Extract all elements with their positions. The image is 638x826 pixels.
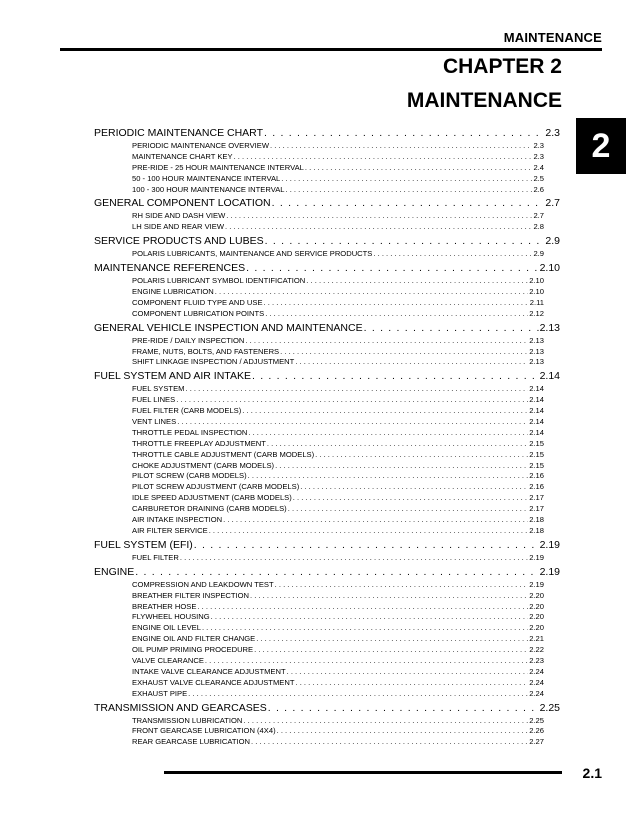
toc-section-entry[interactable] (94, 320, 560, 336)
toc-entry-page: 2.10 (539, 262, 560, 275)
toc-section-entry[interactable] (94, 564, 560, 580)
toc-entry-title: TRANSMISSION LUBRICATION (132, 715, 243, 725)
toc-subsection-entry[interactable] (94, 515, 544, 526)
toc-entry-title: AIR INTAKE INSPECTION (132, 515, 223, 525)
toc-subsection-entry[interactable] (94, 471, 544, 482)
toc-dot-leader (223, 515, 528, 526)
header-rule (60, 48, 602, 51)
toc-subsection-entry[interactable] (94, 152, 544, 163)
toc-entry-title: REAR GEARCASE LUBRICATION (132, 737, 251, 747)
toc-entry-title: FUEL FILTER (132, 552, 179, 562)
toc-entry-page: 2.20 (529, 612, 544, 622)
toc-entry-page: 2.14 (529, 406, 544, 416)
toc-dot-leader (225, 222, 532, 233)
toc-entry-title: CARBURETOR DRAINING (CARB MODELS) (132, 504, 287, 514)
toc-entry-title: INTAKE VALVE CLEARANCE ADJUSTMENT (132, 666, 286, 676)
toc-entry-title: ENGINE OIL AND FILTER CHANGE (132, 634, 256, 644)
toc-dot-leader (248, 471, 529, 482)
toc-entry-page: 2.17 (529, 493, 544, 503)
toc-dot-leader (306, 276, 528, 287)
toc-entry-title: 100 - 300 HOUR MAINTENANCE INTERVAL (132, 184, 285, 194)
toc-subsection-entry[interactable] (94, 249, 544, 260)
toc-dot-leader (305, 163, 533, 174)
toc-entry-page: 2.16 (529, 471, 544, 481)
toc-entry-title: POLARIS LUBRICANT SYMBOL IDENTIFICATION (132, 276, 306, 286)
toc-dot-leader (254, 645, 528, 656)
toc-dot-leader (135, 564, 538, 580)
toc-dot-leader (265, 309, 528, 320)
toc-subsection-entry[interactable] (94, 612, 544, 623)
toc-entry-page: 2.13 (529, 346, 544, 356)
toc-entry-page: 2.21 (529, 634, 544, 644)
toc-dot-leader (293, 493, 528, 504)
toc-subsection-entry[interactable] (94, 526, 544, 537)
toc-entry-page: 2.26 (529, 726, 544, 736)
toc-dot-leader (270, 141, 532, 152)
toc-entry-page: 2.25 (539, 701, 560, 714)
toc-entry-page: 2.20 (529, 590, 544, 600)
chapter-tab (576, 118, 626, 174)
toc-dot-leader (209, 526, 529, 537)
toc-entry-page: 2.7 (533, 211, 544, 221)
toc-dot-leader (287, 667, 529, 678)
toc-dot-leader (295, 357, 528, 368)
toc-entry-page: 2.10 (529, 287, 544, 297)
toc-dot-leader (275, 580, 529, 591)
toc-dot-leader (295, 678, 528, 689)
toc-entry-title: TRANSMISSION AND GEARCASES (94, 701, 267, 714)
toc-subsection-entry[interactable] (94, 211, 544, 222)
toc-subsection-entry[interactable] (94, 678, 544, 689)
toc-dot-leader (246, 260, 538, 276)
toc-entry-title: 50 - 100 HOUR MAINTENANCE INTERVAL (132, 173, 281, 183)
toc-entry-page: 2.22 (529, 645, 544, 655)
toc-subsection-entry[interactable] (94, 634, 544, 645)
toc-subsection-entry[interactable] (94, 716, 544, 727)
toc-entry-page: 2.13 (529, 335, 544, 345)
toc-entry-page: 2.19 (539, 538, 560, 551)
footer-rule (164, 771, 562, 774)
toc-entry-page: 2.18 (529, 525, 544, 535)
toc-dot-leader (197, 602, 528, 613)
toc-dot-leader (364, 320, 539, 336)
toc-entry-title: FRAME, NUTS, BOLTS, AND FASTENERS (132, 346, 280, 356)
toc-dot-leader (281, 174, 532, 185)
toc-entry-page: 2.3 (533, 141, 544, 150)
toc-subsection-entry[interactable] (94, 602, 544, 613)
toc-dot-leader (288, 504, 529, 515)
toc-subsection-entry[interactable] (94, 357, 544, 368)
toc-dot-leader (280, 347, 528, 358)
toc-entry-page: 2.16 (529, 482, 544, 492)
toc-entry-title: FUEL FILTER (CARB MODELS) (132, 406, 242, 416)
toc-entry-page: 2.23 (529, 655, 544, 665)
toc-subsection-entry[interactable] (94, 504, 544, 515)
toc-dot-leader (177, 417, 528, 428)
toc-entry-page: 2.11 (529, 297, 544, 307)
toc-dot-leader (373, 249, 532, 260)
toc-entry-page: 2.6 (533, 184, 544, 194)
toc-subsection-entry[interactable] (94, 591, 544, 602)
toc-entry-title: ENGINE LUBRICATION (132, 287, 214, 297)
chapter-subtitle: MAINTENANCE (406, 89, 562, 112)
toc-subsection-entry[interactable] (94, 309, 544, 320)
toc-entry-title: GENERAL COMPONENT LOCATION (94, 197, 271, 210)
toc-entry-title: ENGINE OIL LEVEL (132, 623, 201, 633)
toc-dot-leader (250, 591, 528, 602)
toc-entry-page: 2.3 (545, 127, 560, 139)
toc-dot-leader (315, 450, 528, 461)
toc-entry-page: 2.20 (529, 623, 544, 633)
toc-entry-page: 2.18 (529, 515, 544, 525)
toc-subsection-entry[interactable] (94, 493, 544, 504)
toc-dot-leader (211, 612, 529, 623)
toc-dot-leader (264, 298, 529, 309)
toc-entry-title: GENERAL VEHICLE INSPECTION AND MAINTENANCE (94, 321, 363, 334)
toc-entry-page: 2.5 (533, 173, 544, 183)
toc-subsection-entry[interactable] (94, 667, 544, 678)
toc-entry-title: SERVICE PRODUCTS AND LUBES (94, 235, 264, 248)
toc-entry-page: 2.9 (545, 235, 560, 248)
toc-dot-leader (300, 482, 528, 493)
toc-subsection-entry[interactable] (94, 656, 544, 667)
toc-entry-page: 2.19 (529, 552, 544, 562)
toc-entry-title: MAINTENANCE REFERENCES (94, 262, 246, 275)
toc-dot-leader (226, 211, 532, 222)
toc-subsection-entry[interactable] (94, 439, 544, 450)
toc-entry-title: RH SIDE AND DASH VIEW (132, 211, 226, 221)
toc-section-entry[interactable] (94, 195, 560, 211)
toc-entry-title: FUEL SYSTEM (EFI) (94, 538, 193, 551)
toc-entry-title: CHOKE ADJUSTMENT (CARB MODELS) (132, 460, 275, 470)
toc-entry-title: THROTTLE FREEPLAY ADJUSTMENT (132, 438, 266, 448)
toc-subsection-entry[interactable] (94, 450, 544, 461)
toc-dot-leader (272, 195, 545, 211)
toc-subsection-entry[interactable] (94, 406, 544, 417)
toc-entry-page: 2.10 (529, 276, 544, 286)
toc-section-entry[interactable] (94, 537, 560, 553)
toc-entry-page: 2.14 (529, 417, 544, 427)
toc-section-entry[interactable] (94, 233, 560, 249)
toc-entry-title: FLYWHEEL HOUSING (132, 612, 210, 622)
toc-dot-leader (194, 537, 539, 553)
toc-entry-title: AIR FILTER SERVICE (132, 525, 208, 535)
toc-subsection-entry[interactable] (94, 298, 544, 309)
toc-subsection-entry[interactable] (94, 553, 544, 564)
toc-entry-page: 2.13 (539, 321, 560, 334)
toc-entry-page: 2.25 (529, 715, 544, 725)
toc-entry-page: 2.14 (529, 395, 544, 405)
toc-entry-page: 2.15 (529, 438, 544, 448)
toc-dot-leader (256, 634, 528, 645)
toc-entry-page: 2.27 (529, 737, 544, 747)
toc-entry-page: 2.20 (529, 601, 544, 611)
toc-entry-page: 2.24 (529, 677, 544, 687)
toc-entry-page: 2.13 (529, 357, 544, 367)
toc-entry-page: 2.3 (533, 151, 544, 161)
toc-entry-page: 2.14 (529, 427, 544, 437)
toc-subsection-entry[interactable] (94, 482, 544, 493)
toc-section-entry[interactable] (94, 260, 560, 276)
chapter-tab-number: 2 (591, 126, 611, 165)
toc-dot-leader (252, 368, 539, 384)
toc-entry-page: 2.8 (533, 222, 544, 232)
toc-entry-page: 2.4 (533, 162, 544, 172)
toc-entry-title: POLARIS LUBRICANTS, MAINTENANCE AND SERVICE PRODUCTS (132, 249, 373, 259)
toc-dot-leader (234, 152, 533, 163)
toc-subsection-entry[interactable] (94, 287, 544, 298)
toc-entry-page: 2.19 (539, 565, 560, 578)
toc-entry-page: 2.9 (533, 249, 544, 259)
toc-dot-leader (180, 553, 528, 564)
toc-entry-title: COMPRESSION AND LEAKDOWN TEST (132, 579, 274, 589)
toc-entry-title: PRE-RIDE - 25 HOUR MAINTENANCE INTERVAL (132, 162, 304, 172)
toc-section-entry[interactable] (94, 700, 560, 716)
toc-section-entry[interactable] (94, 368, 560, 384)
toc-dot-leader (176, 395, 528, 406)
toc-entry-page: 2.7 (545, 197, 560, 210)
toc-section-entry[interactable] (94, 125, 560, 141)
running-header: MAINTENANCE (503, 30, 602, 45)
toc-subsection-entry[interactable] (94, 395, 544, 406)
toc-dot-leader (277, 726, 529, 737)
toc-entry-page: 2.19 (529, 579, 544, 589)
toc-entry-title: VENT LINES (132, 417, 177, 427)
toc-entry-title: PILOT SCREW (CARB MODELS) (132, 471, 247, 481)
toc-entry-page: 2.15 (529, 460, 544, 470)
toc-entry-title: LH SIDE AND REAR VIEW (132, 222, 224, 232)
toc-dot-leader (185, 384, 528, 395)
toc-subsection-entry[interactable] (94, 185, 544, 196)
toc-subsection-entry[interactable] (94, 417, 544, 428)
toc-entry-page: 2.24 (529, 688, 544, 698)
toc-entry-title: PRE-RIDE / DAILY INSPECTION (132, 335, 245, 345)
toc-entry-title: EXHAUST VALVE CLEARANCE ADJUSTMENT (132, 677, 295, 687)
toc-dot-leader (188, 689, 528, 700)
toc-entry-title: FUEL SYSTEM (132, 384, 185, 394)
toc-subsection-entry[interactable] (94, 384, 544, 395)
toc-entry-title: BREATHER HOSE (132, 601, 197, 611)
toc-dot-leader (205, 656, 528, 667)
toc-entry-title: COMPONENT LUBRICATION POINTS (132, 308, 265, 318)
toc-subsection-entry[interactable] (94, 645, 544, 656)
toc-entry-page: 2.24 (529, 666, 544, 676)
toc-entry-title: COMPONENT FLUID TYPE AND USE (132, 297, 263, 307)
toc-dot-leader (215, 287, 529, 298)
toc-entry-title: OIL PUMP PRIMING PROCEDURE (132, 645, 254, 655)
toc-subsection-entry[interactable] (94, 163, 544, 174)
toc-entry-title: EXHAUST PIPE (132, 688, 188, 698)
toc-dot-leader (243, 716, 528, 727)
toc-dot-leader (245, 336, 528, 347)
toc-subsection-entry[interactable] (94, 461, 544, 472)
toc-entry-title: IDLE SPEED ADJUSTMENT (CARB MODELS) (132, 493, 292, 503)
toc-dot-leader (275, 461, 528, 472)
toc-entry-page: 2.12 (529, 308, 544, 318)
toc-subsection-entry[interactable] (94, 276, 544, 287)
toc-subsection-entry[interactable] (94, 222, 544, 233)
toc-subsection-entry[interactable] (94, 580, 544, 591)
toc-subsection-entry[interactable] (94, 689, 544, 700)
toc-entry-title: BREATHER FILTER INSPECTION (132, 590, 250, 600)
toc-entry-title: THROTTLE CABLE ADJUSTMENT (CARB MODELS) (132, 449, 315, 459)
toc-subsection-entry[interactable] (94, 141, 544, 152)
toc-entry-title: PERIODIC MAINTENANCE CHART (94, 127, 263, 139)
toc-entry-title: PERIODIC MAINTENANCE OVERVIEW (132, 141, 269, 150)
toc-subsection-entry[interactable] (94, 623, 544, 634)
toc-dot-leader (267, 439, 528, 450)
toc-dot-leader (251, 737, 528, 748)
toc-subsection-entry[interactable] (94, 347, 544, 358)
toc-dot-leader (268, 700, 539, 716)
toc-entry-page: 2.14 (529, 384, 544, 394)
toc-dot-leader (265, 233, 545, 249)
chapter-title: CHAPTER 2 (442, 55, 562, 78)
toc-entry-title: SHIFT LINKAGE INSPECTION / ADJUSTMENT (132, 357, 295, 367)
toc-subsection-entry[interactable] (94, 428, 544, 439)
toc-entry-title: FUEL SYSTEM AND AIR INTAKE (94, 370, 251, 383)
toc-entry-page: 2.17 (529, 504, 544, 514)
toc-dot-leader (264, 125, 544, 141)
toc-dot-leader (248, 428, 528, 439)
toc-entry-title: THROTTLE PEDAL INSPECTION (132, 427, 248, 437)
toc-dot-leader (202, 623, 528, 634)
toc-entry-title: FUEL LINES (132, 395, 176, 405)
toc-entry-title: FRONT GEARCASE LUBRICATION (4X4) (132, 726, 276, 736)
toc-dot-leader (285, 185, 532, 196)
toc-entry-page: 2.14 (539, 370, 560, 383)
toc-entry-page: 2.15 (529, 449, 544, 459)
toc-subsection-entry[interactable] (94, 336, 544, 347)
toc-dot-leader (242, 406, 528, 417)
table-of-contents (94, 125, 560, 748)
toc-subsection-entry[interactable] (94, 737, 544, 748)
page-number: 2.1 (582, 765, 602, 781)
toc-entry-title: VALVE CLEARANCE (132, 655, 204, 665)
toc-entry-title: MAINTENANCE CHART KEY (132, 151, 233, 161)
toc-entry-title: PILOT SCREW ADJUSTMENT (CARB MODELS) (132, 482, 300, 492)
toc-subsection-entry[interactable] (94, 726, 544, 737)
toc-subsection-entry[interactable] (94, 174, 544, 185)
toc-entry-title: ENGINE (94, 565, 135, 578)
